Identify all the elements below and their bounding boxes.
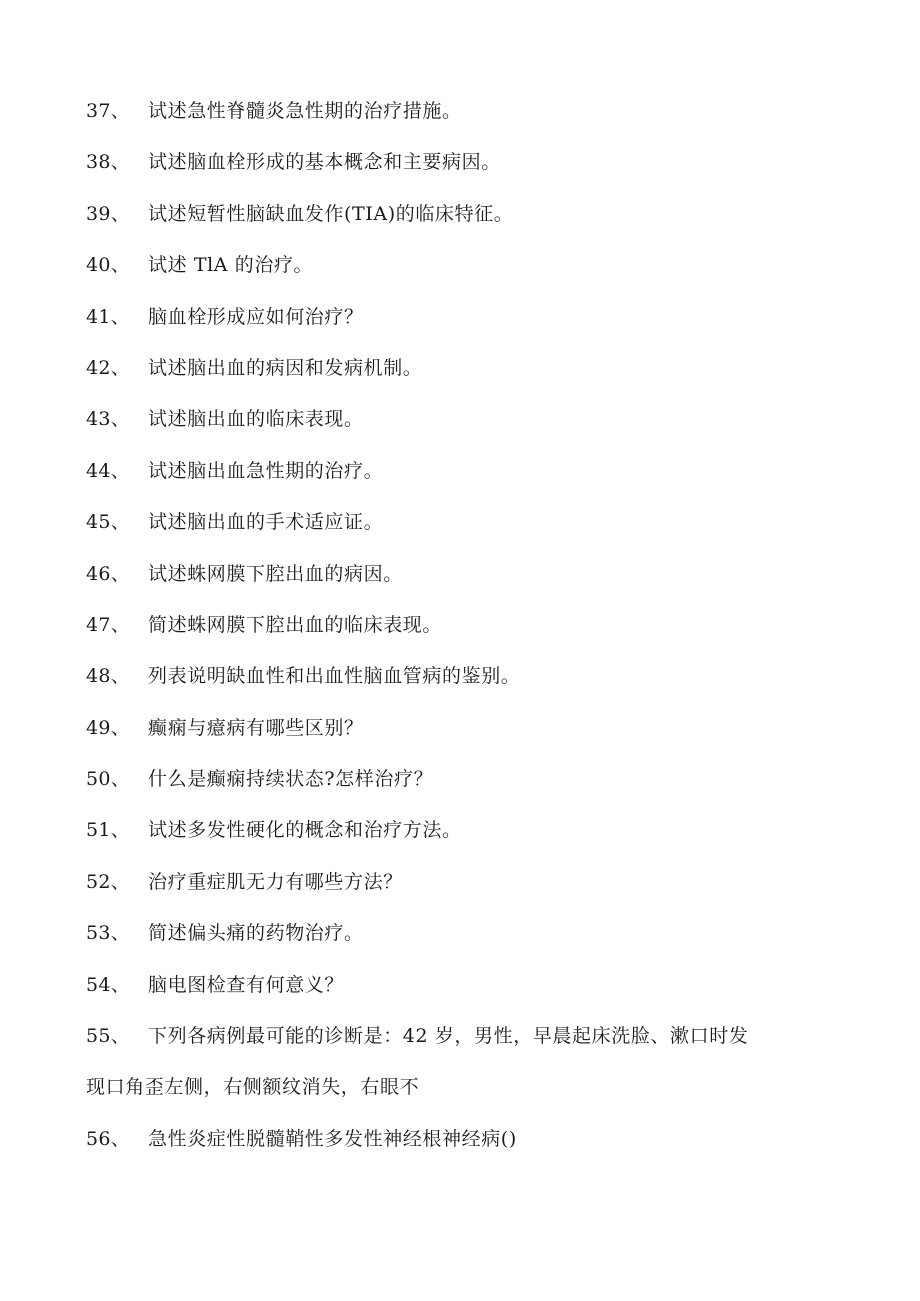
question-item	[86, 715, 826, 741]
question-number: 43、	[86, 408, 131, 431]
question-number: 50、	[86, 768, 131, 791]
question-item	[86, 663, 826, 689]
question-item	[86, 149, 826, 175]
question-number: 56、	[86, 1127, 131, 1150]
question-text: 试述急性脊髓炎急性期的治疗措施。	[148, 100, 462, 122]
question-number: 44、	[86, 459, 131, 482]
question-text: 试述多发性硬化的概念和治疗方法。	[148, 819, 462, 842]
question-item	[86, 509, 826, 535]
question-text: 简述蛛网膜下腔出血的临床表现。	[148, 613, 443, 636]
question-number: 39、	[86, 202, 131, 225]
question-item	[86, 458, 826, 484]
question-number: 37、	[86, 100, 131, 122]
question-item	[86, 972, 826, 998]
question-text: 试述 TlA 的治疗。	[148, 254, 314, 277]
question-number: 42、	[86, 356, 131, 379]
question-item	[86, 252, 826, 278]
question-text: 脑血栓形成应如何治疗？	[148, 305, 364, 328]
question-item	[86, 766, 826, 792]
question-number: 40、	[86, 254, 131, 277]
question-number: 47、	[86, 613, 131, 636]
question-number: 38、	[86, 151, 131, 174]
question-text: 试述脑出血的临床表现。	[148, 408, 364, 431]
question-text: 急性炎症性脱髓鞘性多发性神经根神经病()	[148, 1127, 517, 1150]
question-item	[86, 1023, 826, 1100]
question-text: 癫痫与癔病有哪些区别？	[148, 716, 364, 739]
question-text: 试述脑出血的手术适应证。	[148, 511, 384, 534]
question-number: 55、	[86, 1025, 131, 1048]
question-text: 试述短暂性脑缺血发作(TIA)的临床特征。	[148, 202, 514, 225]
question-text: 什么是癫痫持续状态?怎样治疗？	[148, 768, 434, 791]
question-item	[86, 869, 826, 895]
question-text: 试述脑出血的病因和发病机制。	[148, 356, 423, 379]
question-item	[86, 406, 826, 432]
question-item	[86, 561, 826, 587]
question-number: 49、	[86, 716, 131, 739]
question-text-continued: 现口角歪左侧，右侧额纹消失，右眼不	[86, 1076, 420, 1099]
question-text: 简述偏头痛的药物治疗。	[148, 922, 364, 945]
question-number: 52、	[86, 870, 131, 893]
question-number: 48、	[86, 665, 131, 688]
question-text: 脑电图检查有何意义？	[148, 973, 345, 996]
question-text: 试述脑出血急性期的治疗。	[148, 459, 384, 482]
question-text: 治疗重症肌无力有哪些方法？	[148, 870, 403, 893]
question-number: 45、	[86, 511, 131, 534]
question-item	[86, 1126, 826, 1152]
question-item	[86, 817, 826, 843]
question-number: 41、	[86, 305, 131, 328]
question-list	[86, 98, 826, 1177]
question-text: 列表说明缺血性和出血性脑血管病的鉴别。	[148, 665, 521, 688]
question-item	[86, 355, 826, 381]
question-text: 下列各病例最可能的诊断是：42 岁，男性，早晨起床洗脸、漱口时发	[148, 1025, 749, 1048]
question-number: 54、	[86, 973, 131, 996]
question-item	[86, 612, 826, 638]
question-item	[86, 304, 826, 330]
question-number: 51、	[86, 819, 131, 842]
question-item	[86, 98, 826, 124]
question-number: 53、	[86, 922, 131, 945]
question-text: 试述脑血栓形成的基本概念和主要病因。	[148, 151, 501, 174]
question-number: 46、	[86, 562, 131, 585]
question-item	[86, 201, 826, 227]
question-text: 试述蛛网膜下腔出血的病因。	[148, 562, 403, 585]
question-item	[86, 920, 826, 946]
